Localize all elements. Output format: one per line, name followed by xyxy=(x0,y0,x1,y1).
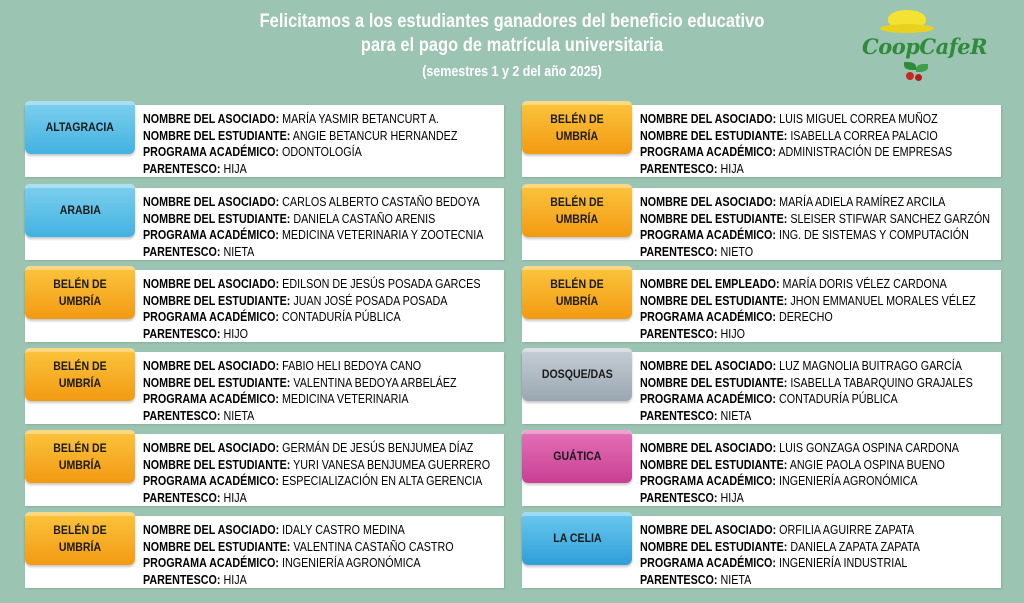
academic-program: MEDICINA VETERINARIA Y ZOOTECNIA xyxy=(281,228,484,242)
academic-program: DERECHO xyxy=(778,310,833,324)
header-title-line2: para el pago de matrícula universitaria xyxy=(360,35,664,56)
student-name: ANGIE BETANCUR HERNANDEZ xyxy=(292,128,458,143)
student-card: ARABIA NOMBRE DEL ASOCIADO: CARLOS ALBERTO CASTAÑO BEDOYA NOMBRE DEL ESTUDIANTE: DANIELA CASTAÑO ARENIS PROGRAMA ACADÉMICO: MEDICINA VETERINARIA Y ZOOTECNIA PARENTESCO: NIETA xyxy=(25,188,504,260)
branch-tag: DOSQUE/DAS xyxy=(522,348,632,401)
academic-program: CONTADURÍA PÚBLICA xyxy=(281,310,401,324)
student-name: ISABELLA CORREA PALACIO xyxy=(790,128,938,143)
student-card: ALTAGRACIA NOMBRE DEL ASOCIADO: MARÍA YASMIR BETANCURT A. NOMBRE DEL ESTUDIANTE: ANGIE BETANCUR HERNANDEZ PROGRAMA ACADÉMICO: ODONTOLOGÍA PARENTESCO: HIJA xyxy=(25,105,504,177)
student-name: ISABELLA TABARQUINO GRAJALES xyxy=(790,375,973,390)
relationship: HIJA xyxy=(720,490,744,505)
academic-program: MEDICINA VETERINARIA xyxy=(281,392,409,406)
relationship: NIETA xyxy=(720,408,752,423)
student-name: DANIELA CASTAÑO ARENIS xyxy=(293,211,436,226)
student-name: ANGIE PAOLA OSPINA BUENO xyxy=(789,457,945,472)
academic-program: ING. DE SISTEMAS Y COMPUTACIÓN xyxy=(778,228,969,242)
associate-name: LUIS MIGUEL CORREA MUÑOZ xyxy=(779,112,938,126)
associate-name: FABIO HELI BEDOYA CANO xyxy=(282,359,422,373)
branch-tag: BELÉN DE UMBRÍA xyxy=(522,101,632,154)
student-card: BELÉN DE UMBRÍA NOMBRE DEL ASOCIADO: GERMÁN DE JESÚS BENJUMEA DÍAZ NOMBRE DEL ESTUDIANTE: YURI VANESA BENJUMEA GUERRERO PROGRAMA ACADÉMICO: ESPECIALIZACIÓN EN ALTA GERENCIA PARENTESCO: HIJA xyxy=(25,434,504,506)
branch-tag: GUÁTICA xyxy=(522,430,632,483)
student-card: BELÉN DE UMBRÍA NOMBRE DEL ASOCIADO: MARÍA ADIELA RAMÍREZ ARCILA NOMBRE DEL ESTUDIANTE: SLEISER STIFWAR SANCHEZ GARZÓN PROGRAMA ACADÉMICO: ING. DE SISTEMAS Y COMPUTACIÓN PARENTESCO: NIETO xyxy=(522,188,1001,260)
academic-program: CONTADURÍA PÚBLICA xyxy=(778,392,898,406)
branch-tag: LA CELIA xyxy=(522,512,632,565)
academic-program: ADMINISTRACIÓN DE EMPRESAS xyxy=(778,145,953,159)
relationship: NIETA xyxy=(223,244,255,259)
student-card: BELÉN DE UMBRÍA NOMBRE DEL ASOCIADO: IDALY CASTRO MEDINA NOMBRE DEL ESTUDIANTE: VALENTINA CASTAÑO CASTRO PROGRAMA ACADÉMICO: INGENIERÍA AGRONÓMICA PARENTESCO: HIJA xyxy=(25,516,504,588)
relationship: HIJA xyxy=(223,490,247,505)
student-card: DOSQUE/DAS NOMBRE DEL ASOCIADO: LUZ MAGNOLIA BUITRAGO GARCÍA NOMBRE DEL ESTUDIANTE: ISABELLA TABARQUINO GRAJALES PROGRAMA ACADÉMICO: CONTADURÍA PÚBLICA PARENTESCO: NIETA xyxy=(522,352,1001,424)
coffee-berry-icon xyxy=(906,72,914,80)
employee-name: MARÍA DORIS VÉLEZ CARDONA xyxy=(782,277,947,291)
associate-name: IDALY CASTRO MEDINA xyxy=(282,523,405,537)
academic-program: INGENIERÍA AGRONÓMICA xyxy=(778,474,918,488)
branch-tag: BELÉN DE UMBRÍA xyxy=(25,512,135,565)
relationship: HIJA xyxy=(223,161,247,176)
branch-tag: BELÉN DE UMBRÍA xyxy=(25,266,135,319)
student-name: VALENTINA BEDOYA ARBELÁEZ xyxy=(293,375,457,390)
branch-tag: BELÉN DE UMBRÍA xyxy=(25,348,135,401)
student-card: LA CELIA NOMBRE DEL ASOCIADO: ORFILIA AGUIRRE ZAPATA NOMBRE DEL ESTUDIANTE: DANIELA ZAPATA ZAPATA PROGRAMA ACADÉMICO: INGENIERÍA INDUSTRIAL PARENTESCO: NIETA xyxy=(522,516,1001,588)
associate-name: LUIS GONZAGA OSPINA CARDONA xyxy=(779,441,959,455)
branch-tag: BELÉN DE UMBRÍA xyxy=(522,266,632,319)
student-card: BELÉN DE UMBRÍA NOMBRE DEL ASOCIADO: EDILSON DE JESÚS POSADA GARCES NOMBRE DEL ESTUDIANTE: JUAN JOSÉ POSADA POSADA PROGRAMA ACADÉMICO: CONTADURÍA PÚBLICA PARENTESCO: HIJO xyxy=(25,270,504,342)
relationship: NIETA xyxy=(720,572,752,587)
coffee-berry-icon xyxy=(915,74,922,81)
relationship: NIETO xyxy=(720,244,754,259)
header-subtitle: (semestres 1 y 2 del año 2025) xyxy=(422,64,602,80)
branch-tag: ARABIA xyxy=(25,184,135,237)
associate-name: MARÍA ADIELA RAMÍREZ ARCILA xyxy=(779,195,946,209)
student-name: JHON EMMANUEL MORALES VÉLEZ xyxy=(790,293,976,308)
leaf-icon xyxy=(916,64,928,72)
hat-brim-icon xyxy=(880,24,934,33)
associate-name: LUZ MAGNOLIA BUITRAGO GARCÍA xyxy=(779,359,962,373)
header-title-line1: Felicitamos a los estudiantes ganadores del beneficio educativo xyxy=(259,11,765,32)
branch-tag: BELÉN DE UMBRÍA xyxy=(522,184,632,237)
associate-name: MARÍA YASMIR BETANCURT A. xyxy=(282,112,439,126)
relationship: HIJA xyxy=(223,572,247,587)
associate-name: ORFILIA AGUIRRE ZAPATA xyxy=(779,523,915,537)
student-name: DANIELA ZAPATA ZAPATA xyxy=(790,539,920,554)
student-card: BELÉN DE UMBRÍA NOMBRE DEL ASOCIADO: LUIS MIGUEL CORREA MUÑOZ NOMBRE DEL ESTUDIANTE: ISABELLA CORREA PALACIO PROGRAMA ACADÉMICO: ADMINISTRACIÓN DE EMPRESAS PARENTESCO: HIJA xyxy=(522,105,1001,177)
relationship: HIJO xyxy=(223,326,248,341)
student-card: BELÉN DE UMBRÍA NOMBRE DEL ASOCIADO: FABIO HELI BEDOYA CANO NOMBRE DEL ESTUDIANTE: VALENTINA BEDOYA ARBELÁEZ PROGRAMA ACADÉMICO: MEDICINA VETERINARIA PARENTESCO: NIETA xyxy=(25,352,504,424)
branch-tag: BELÉN DE UMBRÍA xyxy=(25,430,135,483)
academic-program: INGENIERÍA AGRONÓMICA xyxy=(281,556,421,570)
student-card: GUÁTICA NOMBRE DEL ASOCIADO: LUIS GONZAGA OSPINA CARDONA NOMBRE DEL ESTUDIANTE: ANGIE PAOLA OSPINA BUENO PROGRAMA ACADÉMICO: INGENIERÍA AGRONÓMICA PARENTESCO: HIJA xyxy=(522,434,1001,506)
student-name: JUAN JOSÉ POSADA POSADA xyxy=(293,293,448,308)
leaf-icon xyxy=(904,62,916,70)
relationship: NIETA xyxy=(223,408,255,423)
logo-text: CoopCafeR xyxy=(862,34,988,59)
academic-program: ODONTOLOGÍA xyxy=(281,145,362,159)
coopcafer-logo xyxy=(858,8,998,84)
branch-tag: ALTAGRACIA xyxy=(25,101,135,154)
student-card: BELÉN DE UMBRÍA NOMBRE DEL EMPLEADO: MARÍA DORIS VÉLEZ CARDONA NOMBRE DEL ESTUDIANTE: JHON EMMANUEL MORALES VÉLEZ PROGRAMA ACADÉMICO: DERECHO PARENTESCO: HIJO xyxy=(522,270,1001,342)
academic-program: ESPECIALIZACIÓN EN ALTA GERENCIA xyxy=(281,474,483,488)
academic-program: INGENIERÍA INDUSTRIAL xyxy=(778,556,908,570)
associate-name: CARLOS ALBERTO CASTAÑO BEDOYA xyxy=(282,195,480,209)
associate-name: GERMÁN DE JESÚS BENJUMEA DÍAZ xyxy=(282,441,474,455)
student-name: VALENTINA CASTAÑO CASTRO xyxy=(293,539,454,554)
relationship: HIJO xyxy=(720,326,745,341)
associate-name: EDILSON DE JESÚS POSADA GARCES xyxy=(282,277,481,291)
student-name: SLEISER STIFWAR SANCHEZ GARZÓN xyxy=(790,211,991,226)
relationship: HIJA xyxy=(720,161,744,176)
student-name: YURI VANESA BENJUMEA GUERRERO xyxy=(293,457,491,472)
